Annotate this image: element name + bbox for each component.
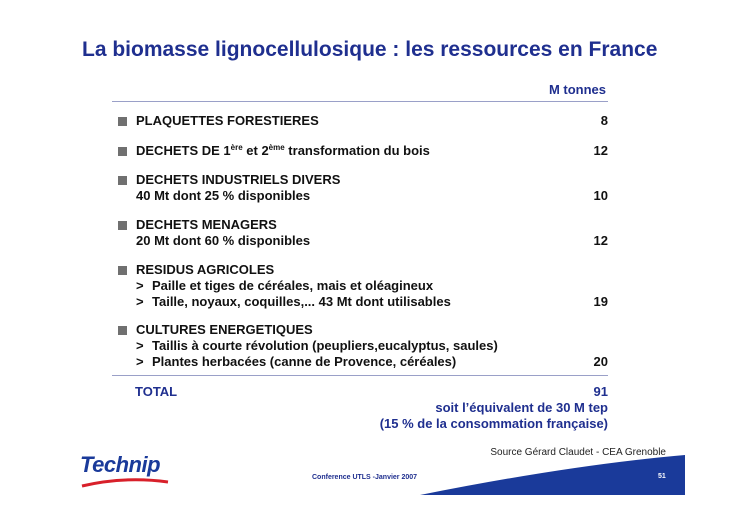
conference-footer: Conference UTLS -Janvier 2007 (312, 474, 418, 481)
row-sublabel: > Paille et tiges de céréales, mais et oléagineux (136, 278, 434, 293)
logo-wordmark: Technip (80, 452, 161, 477)
row-dechets-transformation (118, 143, 608, 159)
square-bullet-icon (118, 221, 127, 230)
row-sublabel: > Taille, noyaux, coquilles,... 43 Mt dont utilisables (136, 294, 451, 309)
row-value: 19 (593, 294, 608, 309)
row-label: DECHETS MENAGERS (136, 217, 277, 232)
square-bullet-icon (118, 266, 127, 275)
row-label: DECHETS INDUSTRIELS DIVERS (136, 172, 341, 187)
total-row (135, 384, 608, 399)
footer-band (420, 455, 685, 495)
equivalent-line-2: (15 % de la consommation française) (379, 416, 608, 431)
row-value: 8 (600, 113, 608, 128)
row-dechets-industriels (118, 172, 608, 204)
total-value: 91 (593, 384, 608, 399)
row-label: DECHETS DE 1ère et 2ème transformation du bois (136, 143, 430, 158)
top-divider (112, 101, 608, 102)
row-sublabel: > Plantes herbacées (canne de Provence, céréales) (136, 354, 457, 369)
row-value: 12 (593, 143, 608, 158)
row-dechets-menagers (118, 217, 608, 249)
technip-logo (80, 452, 170, 486)
arrow-bullet-icon: > (136, 294, 144, 309)
row-plaquettes (118, 113, 608, 129)
total-label: TOTAL (135, 384, 178, 399)
row-sublabel: 20 Mt dont 60 % disponibles (136, 233, 311, 248)
arrow-bullet-icon: > (136, 354, 144, 369)
row-value: 20 (593, 354, 608, 369)
equivalent-line-1: soit l’équivalent de 30 M tep (435, 400, 608, 415)
row-label: PLAQUETTES FORESTIERES (136, 113, 319, 128)
row-residus-agricoles (118, 262, 608, 310)
row-label: CULTURES ENERGETIQUES (136, 322, 313, 337)
unit-header: M tonnes (548, 82, 606, 97)
row-label: RESIDUS AGRICOLES (136, 262, 275, 277)
bottom-divider (112, 375, 608, 376)
source-credit: Source Gérard Claudet - CEA Grenoble (490, 447, 666, 458)
row-sublabel: > Taillis à courte révolution (peupliers,eucalyptus, saules) (136, 338, 498, 353)
square-bullet-icon (118, 326, 127, 335)
square-bullet-icon (118, 147, 127, 156)
arrow-bullet-icon: > (136, 338, 144, 353)
page-number: 51 (658, 473, 666, 480)
slide-title: La biomasse lignocellulosique : les ressources en France (82, 38, 658, 61)
row-value: 10 (593, 188, 608, 203)
square-bullet-icon (118, 176, 127, 185)
square-bullet-icon (118, 117, 127, 126)
logo-swoosh-icon (80, 478, 170, 488)
arrow-bullet-icon: > (136, 278, 144, 293)
row-value: 12 (593, 233, 608, 248)
equivalent-note (380, 400, 608, 432)
row-sublabel: 40 Mt dont 25 % disponibles (136, 188, 311, 203)
row-cultures-energetiques (118, 322, 608, 370)
